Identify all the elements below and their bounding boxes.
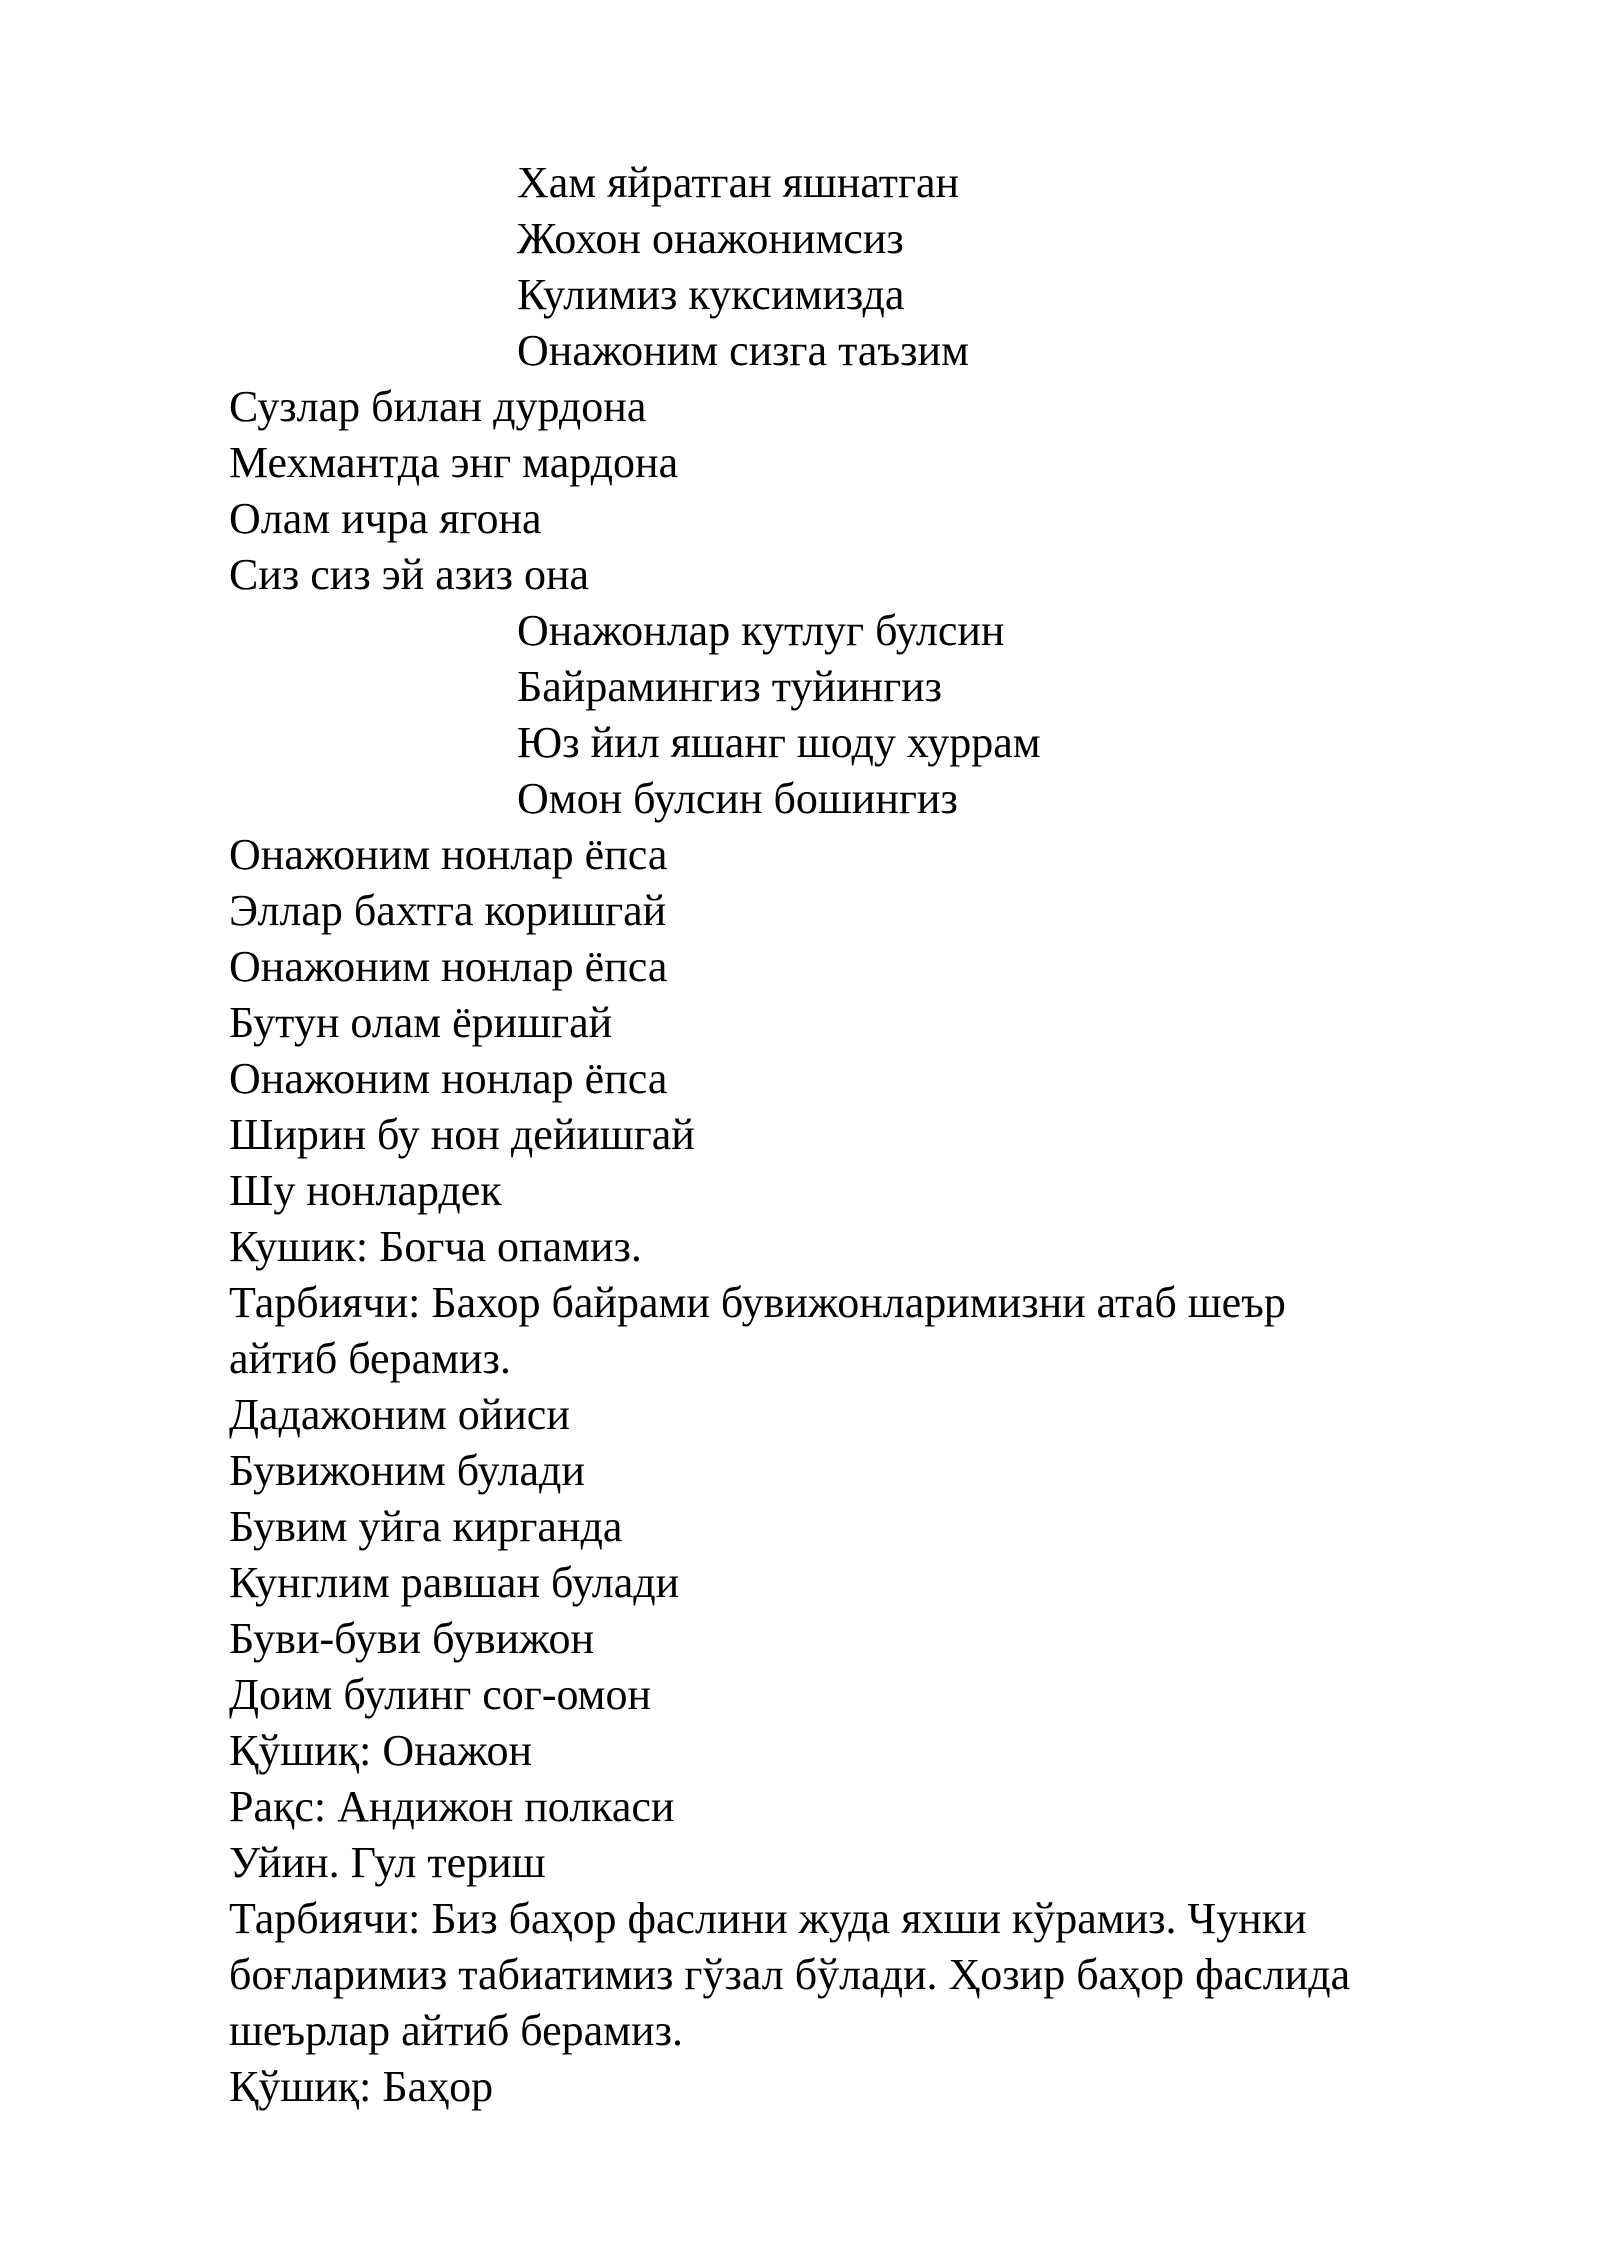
teacher-line: боғларимиз табиатимиз гўзал бўлади. Ҳозир баҳор фаслида — [229, 1950, 1351, 1999]
poem-line: Онажоним нонлар ёпса — [229, 942, 668, 991]
poem-line: Сиз сиз эй азиз она — [229, 550, 590, 599]
poem-line: Эллар бахтга коришгай — [229, 886, 667, 935]
poem-line: Доим булинг сог-омон — [229, 1670, 652, 1719]
poem-line: Жохон онажонимсиз — [517, 214, 904, 263]
poem-line: Бувим уйга кирганда — [229, 1502, 623, 1551]
teacher-line: айтиб берамиз. — [229, 1334, 511, 1383]
poem-line: Шу нонлардек — [229, 1166, 502, 1215]
poem-line: Буви-буви бувижон — [229, 1614, 595, 1663]
poem-line: Онажоним сизга таъзим — [517, 326, 969, 375]
poem-line: Дадажоним ойиси — [229, 1390, 570, 1439]
poem-line: Кулимиз куксимизда — [517, 270, 905, 319]
poem-line: Ширин бу нон дейишгай — [229, 1110, 695, 1159]
poem-line: Бутун олам ёришгай — [229, 998, 613, 1047]
teacher-line: шеърлар айтиб берамиз. — [229, 2006, 683, 2055]
poem-line: Олам ичра ягона — [229, 494, 542, 543]
song-heading: Қўшиқ: Онажон — [229, 1726, 533, 1775]
game-heading: Уйин. Гул териш — [229, 1838, 546, 1887]
poem-line: Бувижоним булади — [229, 1446, 585, 1495]
song-heading: Кушик: Богча опамиз. — [229, 1222, 642, 1271]
poem-line: Юз йил яшанг шоду хуррам — [517, 718, 1041, 767]
poem-line: Хам яйратган яшнатган — [517, 158, 960, 207]
poem-line: Онажонлар кутлуг булсин — [517, 606, 1005, 655]
teacher-line: Тарбиячи: Биз баҳор фаслини жуда яхши кўрамиз. Чунки — [229, 1894, 1307, 1943]
poem-line: Сузлар билан дурдона — [229, 382, 647, 431]
poem-line: Онажоним нонлар ёпса — [229, 1054, 668, 1103]
poem-line: Мехмантда энг мардона — [229, 438, 679, 487]
document-body — [229, 155, 1479, 2115]
poem-line: Кунглим равшан булади — [229, 1558, 680, 1607]
poem-line: Онажоним нонлар ёпса — [229, 830, 668, 879]
poem-line: Байрамингиз туйингиз — [517, 662, 943, 711]
teacher-line: Тарбиячи: Бахор байрами бувижонларимизни атаб шеър — [229, 1278, 1286, 1327]
dance-heading: Рақс: Андижон полкаси — [229, 1782, 675, 1831]
song-heading: Қўшиқ: Баҳор — [229, 2062, 494, 2111]
poem-line: Омон булсин бошингиз — [517, 774, 958, 823]
